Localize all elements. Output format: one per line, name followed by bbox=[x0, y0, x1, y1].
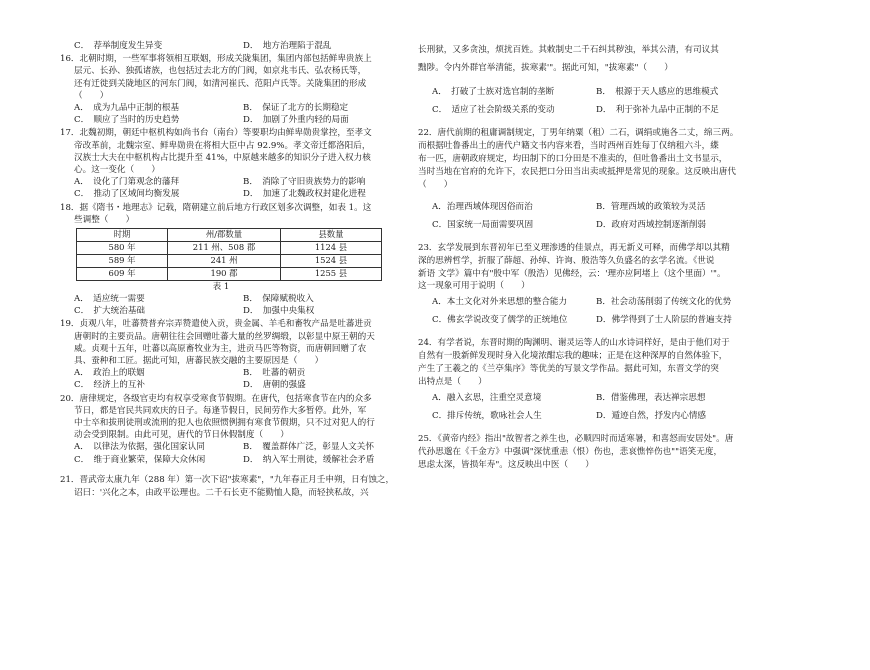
table-cell: 609 年 bbox=[77, 267, 168, 280]
question-23 bbox=[418, 242, 760, 330]
q22-option-b[interactable]: B．管理西域的政策较为灵活 bbox=[596, 201, 706, 212]
q22-stem-line: 当时当地在官府的允许下，农民把口分田当出卖或抵押是常见的现象。这反映出唐代 bbox=[418, 166, 736, 177]
q16-option-d[interactable]: D． 加剧了外重内轻的局面 bbox=[243, 115, 349, 126]
question-16 bbox=[60, 53, 412, 126]
q18-stem-line: 些调整（ ） bbox=[74, 214, 135, 225]
q19-stem-line: 威。贞观十五年，吐蕃以高原畜牧业为主，进贡马匹等物资，而唐朝回赠了农 bbox=[74, 343, 367, 354]
q20-stem-line: 中士卒和拔刑徒刑或流刑的犯人也依照惯例拥有寒食节假期，只不过对犯人的行 bbox=[74, 417, 375, 428]
q20-option-b[interactable]: B． 覆盖群体广泛，彰显人文关怀 bbox=[243, 442, 374, 453]
q16-stem-line: （ ） bbox=[74, 90, 109, 101]
table-row bbox=[77, 267, 382, 280]
q21-option-b[interactable]: B． 根源于天人感应的思维模式 bbox=[596, 87, 719, 98]
q18-option-a[interactable]: A． 适应统一需要 bbox=[74, 293, 145, 304]
question-21-continued bbox=[418, 41, 760, 119]
table-header: 州/郡数量 bbox=[168, 229, 281, 242]
q17-option-b[interactable]: B． 消除了守旧贵族势力的影响 bbox=[243, 177, 366, 188]
q19-stem-line: 唐朝时的主要贡品。唐朝往往会回赠吐蕃大量的丝罗绸缎，以彰显中原王朝的天 bbox=[74, 331, 375, 342]
table-header: 县数量 bbox=[281, 229, 382, 242]
q22-option-d[interactable]: D．政府对西域控制逐渐削弱 bbox=[596, 219, 707, 230]
q21-stem-line: 诏曰：'兴化之本，由政平讼理也。二千石长吏不能勤恤人隐，而轻挟私故，兴 bbox=[74, 487, 369, 498]
q23-option-d[interactable]: D．佛学得到了士人阶层的普遍支持 bbox=[596, 315, 732, 326]
q20-stem-line: 动会受到限制。由此可见，唐代的节日休假制度（ ） bbox=[74, 430, 289, 441]
q23-stem-line: 这一现象可用于说明（ ） bbox=[418, 281, 530, 292]
q19-option-a[interactable]: A． 政治上的联姻 bbox=[74, 368, 145, 379]
q24-option-b[interactable]: B．借鉴佛理，表达禅宗思想 bbox=[596, 392, 706, 403]
q22-stem-line: （ ） bbox=[418, 179, 453, 190]
left-column bbox=[60, 40, 412, 500]
question-22 bbox=[418, 127, 760, 234]
q18-option-b[interactable]: B． 保障赋税收入 bbox=[243, 293, 314, 304]
q17-option-c[interactable]: C． 推动了区域间均衡发展 bbox=[74, 189, 180, 200]
q25-stem-line: 思虑太深，皆损年寿"。这反映出中医（ ） bbox=[418, 459, 594, 470]
table-cell: 589 年 bbox=[77, 254, 168, 267]
question-21 bbox=[60, 474, 412, 500]
q15-options bbox=[60, 40, 412, 52]
q16-stem-line: 层元、长孙、独孤诸族，也包括过去北方的门阀，如京兆韦氏、弘农杨氏等， bbox=[74, 66, 367, 77]
q18-option-d[interactable]: D． 加强中央集权 bbox=[243, 306, 315, 317]
q20-option-d[interactable]: D． 纳入军士刑徒，缓解社会矛盾 bbox=[243, 454, 375, 465]
question-25 bbox=[418, 433, 760, 472]
q24-stem-line: 出特点是（ ） bbox=[418, 377, 487, 388]
q20-option-c[interactable]: C． 维于商业繁荣，保障大众休闲 bbox=[74, 454, 206, 465]
q21-option-d[interactable]: D． 利于弥补九品中正制的不足 bbox=[596, 105, 719, 116]
q24-option-c[interactable]: C．排斥传统，歌咏社会人生 bbox=[432, 411, 542, 421]
q21-cont-line: 长刑狱，又多贪浊，烦扰百姓。其敕制史二千石纠其秽浊，举其公清，有司议其 bbox=[418, 45, 719, 55]
q16-option-c[interactable]: C． 顺应了当时的历史趋势 bbox=[74, 115, 180, 126]
table-cell: 190 郡 bbox=[168, 267, 281, 280]
q22-stem-line: 22．唐代前期的租庸调制规定，丁男年纳粟（租）二石，调绢或施各二丈，绵三两。 bbox=[418, 128, 739, 139]
q24-option-d[interactable]: D．遁迹自然，抒发内心情感 bbox=[596, 411, 707, 421]
q15-option-c[interactable]: C． 荐举制度发生异变 bbox=[74, 41, 163, 51]
question-19 bbox=[60, 318, 412, 391]
table-header-row bbox=[77, 229, 382, 242]
q17-stem-line: 17．北魏初期，朝廷中枢机构如尚书台（南台）等要职均由鲜卑勋贵掌控，至孝文 bbox=[60, 128, 372, 139]
q21-option-c[interactable]: C． 适应了社会阶级关系的变动 bbox=[432, 105, 555, 116]
table-caption: 表 1 bbox=[212, 281, 230, 292]
q22-stem-line: 而根据吐鲁番出土的唐代户籍文书内容来看，当时西州百姓每丁仅纳租六斗，緤 bbox=[418, 141, 719, 152]
question-20 bbox=[60, 393, 412, 466]
q19-stem-line: 19．贞观八年，吐蕃赞普弃宗弄赞遣使入贡，贵金属、羊毛和畜牧产品是吐蕃进贡 bbox=[60, 319, 372, 330]
q19-option-b[interactable]: B． 吐蕃的朝贡 bbox=[243, 368, 306, 379]
q17-stem-line: 帝改革前，北魏宗室、鲜卑勋贵在将相大臣中占 92.9%。孝文帝迁都洛阳后， bbox=[74, 140, 371, 151]
question-17 bbox=[60, 127, 412, 200]
q23-stem-line: 23．玄学发展到东晋初年已至义理渗透的佳景点，再无新义可释，而佛学却以其精 bbox=[418, 242, 730, 253]
table-header: 时期 bbox=[77, 229, 168, 242]
q24-stem-line: 自然有一股新鲜发现时身入化境浓酣忘我的趣味；正是在这种深厚的自然体验下， bbox=[418, 351, 728, 362]
q25-stem-line: 25．《黄帝内经》指出"故智者之养生也，必顺四时而适寒暑，和喜怒而安居处"。唐 bbox=[418, 434, 734, 445]
table-cell: 211 州、508 郡 bbox=[168, 241, 281, 254]
region-table bbox=[76, 228, 382, 281]
q17-option-a[interactable]: A． 设化了门第观念的藩拜 bbox=[74, 177, 180, 188]
q18-option-c[interactable]: C． 扩大统治基础 bbox=[74, 306, 146, 317]
table-cell: 1255 县 bbox=[281, 267, 382, 280]
q24-stem-line: 产生了王羲之的《兰亭集序》等优美的写景文学作品。据此可知，东晋文学的突 bbox=[418, 364, 719, 375]
q17-option-d[interactable]: D． 加速了北魏政权封建化进程 bbox=[243, 189, 366, 200]
question-24 bbox=[418, 337, 760, 425]
table-cell: 241 州 bbox=[168, 254, 281, 267]
q23-stem-line: 新语 文学》篇中有"殷中军（殷浩）见佛经，云：'理亦应阿堵上（这个里面）'"。 bbox=[418, 268, 726, 279]
right-column bbox=[418, 40, 760, 472]
table-cell: 580 年 bbox=[77, 241, 168, 254]
q22-option-c[interactable]: C．国家统一局面需要巩固 bbox=[432, 219, 534, 230]
q23-option-a[interactable]: A．本土文化对外来思想的整合能力 bbox=[432, 297, 568, 308]
q18-stem-line: 18．据《隋书・地理志》记载，隋朝建立前后地方行政区划多次调整，如表 1。这 bbox=[60, 202, 372, 213]
q19-option-c[interactable]: C． 经济上的互补 bbox=[74, 380, 146, 391]
table-row bbox=[77, 241, 382, 254]
q23-stem-line: 深的思辨哲学，折服了薛超、孙绰、许询、殷浩等久负盛名的玄学名流。《世说 bbox=[418, 255, 715, 266]
table-cell: 1124 县 bbox=[281, 241, 382, 254]
table-cell: 1524 县 bbox=[281, 254, 382, 267]
q17-stem-line: 心。这一变化（ ） bbox=[74, 165, 160, 176]
q21-stem-line: 21．晋武帝太康九年（288 年）第一次下诏"拔寒素"，"九年春正月壬申朔，日有蚀之， bbox=[60, 474, 395, 485]
q20-stem-line: 节日，都是官民共同欢庆的日子。每逢节假日，民间劳作大多暂停。此外，军 bbox=[74, 405, 367, 416]
q25-stem-line: 代孙思邈在《千金方》中强调"深忧重恚（恨）伤也，悲哀憔悴伤也""语笑无度， bbox=[418, 446, 723, 457]
q20-option-a[interactable]: A． 以律法为依据，强化国家认同 bbox=[74, 442, 205, 453]
q20-stem-line: 20．唐律规定，各级官吏均有权享受寒食节假期。在唐代，包括寒食节在内的众多 bbox=[60, 393, 372, 404]
q16-stem-line: 16．北朝时期，一些军事将领相互联姻，形成关陇集团，集团内部包括鲜卑贵族上 bbox=[60, 54, 372, 65]
q16-stem-line: 还有迁徙到关陇地区的河东门阀，如清河崔氏、范阳卢氏等。关陇集团的形成 bbox=[74, 78, 367, 89]
q22-option-a[interactable]: A．治理西域体现因俗而治 bbox=[432, 201, 533, 212]
q19-option-d[interactable]: D． 唐朝的强盛 bbox=[243, 380, 306, 391]
q23-option-c[interactable]: C．佛玄学说改变了儒学的正统地位 bbox=[432, 315, 568, 326]
q24-stem-line: 24．有学者说，东晋时期的陶渊明、谢灵运等人的山水诗词样好，是由于他们对于 bbox=[418, 338, 730, 349]
q21-cont-line: 黜陟。令内外群官举清能，拔寒素'"。据此可知，"拔寒素"（ ） bbox=[418, 63, 673, 74]
q17-stem-line: 汉族士大夫在中枢机构占比提升至 41%，中原越来越多的知识分子进入权力核 bbox=[74, 152, 371, 163]
q24-option-a[interactable]: A．融入玄思，注重空灵意境 bbox=[432, 392, 542, 403]
q16-option-b[interactable]: B． 保证了北方的长期稳定 bbox=[243, 103, 349, 114]
q15-option-d[interactable]: D． 地方治理陷于混乱 bbox=[243, 41, 332, 51]
q19-stem-line: 具、蚕种和工匠。据此可知，唐蕃民族交融的主要原因是（ ） bbox=[74, 355, 324, 366]
question-18 bbox=[60, 202, 412, 318]
table-row bbox=[77, 254, 382, 267]
q16-option-a[interactable]: A． 成为九品中正制的根基 bbox=[74, 103, 180, 114]
q23-option-b[interactable]: B．社会动荡削弱了传统文化的优势 bbox=[596, 297, 732, 308]
q21-option-a[interactable]: A． 打破了士族对选官制的垄断 bbox=[432, 87, 555, 98]
q22-stem-line: 布一匹，唐朝政府规定，均田制下的口分田是不准卖的，但吐鲁番出土文书显示， bbox=[418, 153, 728, 164]
